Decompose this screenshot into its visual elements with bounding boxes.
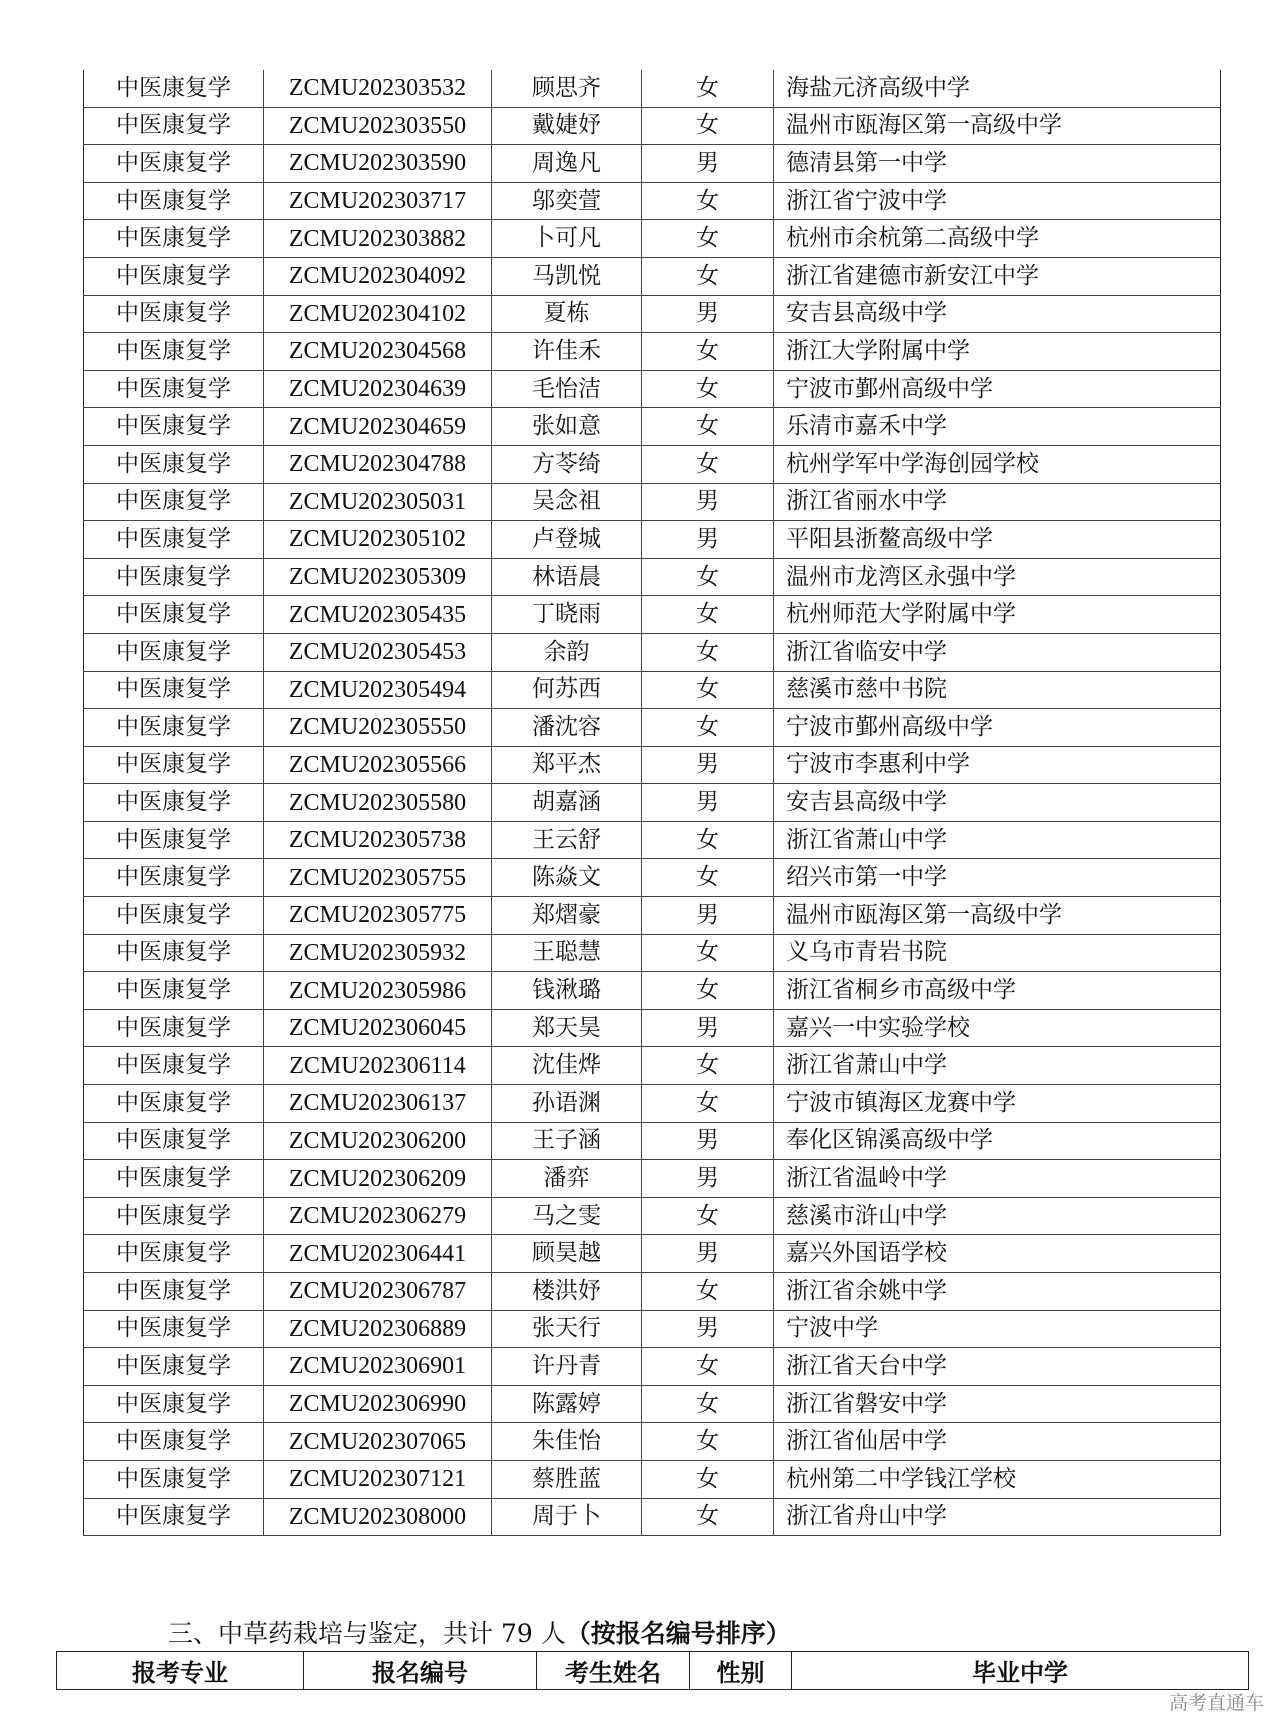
cell-student-name: 郑天昊: [492, 1009, 642, 1047]
cell-major: 中医康复学: [84, 1423, 264, 1461]
cell-school: 浙江省桐乡市高级中学: [774, 972, 1221, 1010]
cell-student-name: 丁晓雨: [492, 596, 642, 634]
table-row: [84, 1009, 1221, 1047]
cell-student-name: 王聪慧: [492, 934, 642, 972]
table-row: [84, 107, 1221, 145]
cell-major: 中医康复学: [84, 1460, 264, 1498]
cell-reg-number: ZCMU202305566: [264, 746, 492, 784]
cell-reg-number: ZCMU202305031: [264, 483, 492, 521]
table-row: [84, 1385, 1221, 1423]
cell-gender: 男: [642, 521, 774, 559]
cell-school: 宁波市李惠利中学: [774, 746, 1221, 784]
cell-major: 中医康复学: [84, 671, 264, 709]
cell-student-name: 王云舒: [492, 821, 642, 859]
table-row: [84, 408, 1221, 446]
table-row: [84, 333, 1221, 371]
cell-major: 中医康复学: [84, 107, 264, 145]
cell-major: 中医康复学: [84, 445, 264, 483]
cell-school: 嘉兴外国语学校: [774, 1235, 1221, 1273]
cell-major: 中医康复学: [84, 1273, 264, 1311]
cell-school: 嘉兴一中实验学校: [774, 1009, 1221, 1047]
cell-school: 浙江省仙居中学: [774, 1423, 1221, 1461]
cell-school: 杭州师范大学附属中学: [774, 596, 1221, 634]
cell-gender: 女: [642, 257, 774, 295]
table-row: [84, 934, 1221, 972]
table-row: [84, 859, 1221, 897]
cell-major: 中医康复学: [84, 257, 264, 295]
cell-student-name: 余韵: [492, 633, 642, 671]
cell-gender: 女: [642, 1423, 774, 1461]
cell-gender: 男: [642, 746, 774, 784]
cell-reg-number: ZCMU202306901: [264, 1348, 492, 1386]
section-sort-note: （按报名编号排序）: [565, 1619, 791, 1648]
cell-student-name: 周逸凡: [492, 145, 642, 183]
section-heading: [168, 1614, 791, 1650]
cell-gender: 女: [642, 1385, 774, 1423]
table-row: [84, 671, 1221, 709]
table-row: [84, 709, 1221, 747]
cell-student-name: 吴念祖: [492, 483, 642, 521]
section-title: 三、中草药栽培与鉴定，共计 79 人: [168, 1619, 566, 1648]
table-row: [84, 784, 1221, 822]
cell-school: 浙江省余姚中学: [774, 1273, 1221, 1311]
table-row: [84, 1348, 1221, 1386]
cell-school: 安吉县高级中学: [774, 784, 1221, 822]
cell-reg-number: ZCMU202305738: [264, 821, 492, 859]
cell-gender: 男: [642, 1160, 774, 1198]
cell-student-name: 胡嘉涵: [492, 784, 642, 822]
cell-school: 温州市瓯海区第一高级中学: [774, 107, 1221, 145]
cell-school: 乐清市嘉禾中学: [774, 408, 1221, 446]
table-row: [84, 1197, 1221, 1235]
cell-student-name: 顾昊越: [492, 1235, 642, 1273]
table-row: [84, 1273, 1221, 1311]
cell-student-name: 何苏西: [492, 671, 642, 709]
table-row: [84, 1235, 1221, 1273]
cell-gender: 男: [642, 1009, 774, 1047]
cell-major: 中医康复学: [84, 220, 264, 258]
cell-reg-number: ZCMU202304659: [264, 408, 492, 446]
table-row: [84, 558, 1221, 596]
cell-school: 德清县第一中学: [774, 145, 1221, 183]
cell-gender: 女: [642, 709, 774, 747]
cell-major: 中医康复学: [84, 1385, 264, 1423]
table-row: [84, 182, 1221, 220]
cell-gender: 男: [642, 295, 774, 333]
table-row: [84, 521, 1221, 559]
cell-school: 慈溪市浒山中学: [774, 1197, 1221, 1235]
cell-gender: 女: [642, 859, 774, 897]
cell-gender: 女: [642, 70, 774, 107]
table-row: [84, 633, 1221, 671]
cell-student-name: 卢登城: [492, 521, 642, 559]
cell-reg-number: ZCMU202305435: [264, 596, 492, 634]
table-row: [84, 1085, 1221, 1123]
cell-student-name: 孙语渊: [492, 1085, 642, 1123]
cell-reg-number: ZCMU202306787: [264, 1273, 492, 1311]
cell-reg-number: ZCMU202307121: [264, 1460, 492, 1498]
cell-gender: 女: [642, 370, 774, 408]
cell-school: 浙江省萧山中学: [774, 821, 1221, 859]
table-row: [84, 370, 1221, 408]
cell-gender: 女: [642, 671, 774, 709]
cell-major: 中医康复学: [84, 333, 264, 371]
cell-reg-number: ZCMU202306209: [264, 1160, 492, 1198]
cell-reg-number: ZCMU202306889: [264, 1310, 492, 1348]
table-row: [84, 972, 1221, 1010]
table-row: [84, 746, 1221, 784]
cell-reg-number: ZCMU202306114: [264, 1047, 492, 1085]
cell-student-name: 许丹青: [492, 1348, 642, 1386]
cell-student-name: 王子涵: [492, 1122, 642, 1160]
cell-reg-number: ZCMU202304092: [264, 257, 492, 295]
cell-reg-number: ZCMU202304639: [264, 370, 492, 408]
cell-major: 中医康复学: [84, 784, 264, 822]
cell-gender: 男: [642, 784, 774, 822]
cell-gender: 女: [642, 182, 774, 220]
cell-school: 慈溪市慈中书院: [774, 671, 1221, 709]
table-row: [84, 70, 1221, 107]
cell-major: 中医康复学: [84, 1197, 264, 1235]
cell-school: 宁波市鄞州高级中学: [774, 370, 1221, 408]
cell-school: 海盐元济高级中学: [774, 70, 1221, 107]
cell-school: 绍兴市第一中学: [774, 859, 1221, 897]
cell-school: 义乌市青岩书院: [774, 934, 1221, 972]
cell-major: 中医康复学: [84, 1348, 264, 1386]
cell-student-name: 钱湫璐: [492, 972, 642, 1010]
header-student-name: 考生姓名: [537, 1652, 690, 1690]
table-row: [84, 1047, 1221, 1085]
cell-major: 中医康复学: [84, 295, 264, 333]
cell-school: 宁波中学: [774, 1310, 1221, 1348]
table-row: [84, 1423, 1221, 1461]
cell-reg-number: ZCMU202306990: [264, 1385, 492, 1423]
cell-school: 宁波市镇海区龙赛中学: [774, 1085, 1221, 1123]
table-row: [84, 821, 1221, 859]
cell-gender: 女: [642, 972, 774, 1010]
cell-student-name: 戴婕妤: [492, 107, 642, 145]
table-row: [84, 1498, 1221, 1536]
cell-school: 浙江省丽水中学: [774, 483, 1221, 521]
table-row: [84, 596, 1221, 634]
cell-gender: 女: [642, 934, 774, 972]
cell-reg-number: ZCMU202308000: [264, 1498, 492, 1536]
cell-student-name: 陈焱文: [492, 859, 642, 897]
cell-gender: 女: [642, 408, 774, 446]
cell-student-name: 郑熠豪: [492, 897, 642, 935]
cell-school: 杭州市余杭第二高级中学: [774, 220, 1221, 258]
cell-major: 中医康复学: [84, 521, 264, 559]
cell-major: 中医康复学: [84, 897, 264, 935]
header-row: [57, 1652, 1249, 1690]
cell-school: 浙江省建德市新安江中学: [774, 257, 1221, 295]
cell-gender: 女: [642, 821, 774, 859]
cell-reg-number: ZCMU202303590: [264, 145, 492, 183]
cell-student-name: 朱佳怡: [492, 1423, 642, 1461]
table-row: [84, 257, 1221, 295]
cell-student-name: 沈佳烨: [492, 1047, 642, 1085]
watermark: 高考直通车: [1165, 1694, 1268, 1713]
cell-school: 杭州学军中学海创园学校: [774, 445, 1221, 483]
cell-reg-number: ZCMU202303882: [264, 220, 492, 258]
cell-student-name: 楼洪妤: [492, 1273, 642, 1311]
cell-student-name: 夏栋: [492, 295, 642, 333]
cell-student-name: 郑平杰: [492, 746, 642, 784]
cell-reg-number: ZCMU202305494: [264, 671, 492, 709]
cell-reg-number: ZCMU202304102: [264, 295, 492, 333]
table-row: [84, 897, 1221, 935]
cell-school: 安吉县高级中学: [774, 295, 1221, 333]
cell-major: 中医康复学: [84, 408, 264, 446]
header-school: 毕业中学: [792, 1652, 1249, 1690]
cell-gender: 女: [642, 1273, 774, 1311]
cell-student-name: 蔡胜蓝: [492, 1460, 642, 1498]
cell-major: 中医康复学: [84, 1160, 264, 1198]
table-row: [84, 1310, 1221, 1348]
cell-reg-number: ZCMU202306137: [264, 1085, 492, 1123]
cell-gender: 男: [642, 145, 774, 183]
cell-gender: 女: [642, 445, 774, 483]
header-gender: 性别: [690, 1652, 792, 1690]
cell-student-name: 邬奕萱: [492, 182, 642, 220]
cell-reg-number: ZCMU202305775: [264, 897, 492, 935]
cell-student-name: 马之雯: [492, 1197, 642, 1235]
cell-reg-number: ZCMU202307065: [264, 1423, 492, 1461]
cell-reg-number: ZCMU202305580: [264, 784, 492, 822]
cell-reg-number: ZCMU202305102: [264, 521, 492, 559]
cell-major: 中医康复学: [84, 972, 264, 1010]
table-row: [84, 145, 1221, 183]
header-major: 报考专业: [57, 1652, 304, 1690]
cell-reg-number: ZCMU202306441: [264, 1235, 492, 1273]
cell-student-name: 顾思齐: [492, 70, 642, 107]
cell-gender: 女: [642, 220, 774, 258]
student-list-table: [83, 70, 1221, 1536]
cell-school: 浙江省天台中学: [774, 1348, 1221, 1386]
header-reg-number: 报名编号: [304, 1652, 537, 1690]
cell-school: 平阳县浙鳌高级中学: [774, 521, 1221, 559]
cell-gender: 男: [642, 897, 774, 935]
cell-major: 中医康复学: [84, 596, 264, 634]
cell-reg-number: ZCMU202306279: [264, 1197, 492, 1235]
cell-school: 浙江大学附属中学: [774, 333, 1221, 371]
cell-gender: 女: [642, 1498, 774, 1536]
table-row: [84, 483, 1221, 521]
cell-major: 中医康复学: [84, 1009, 264, 1047]
cell-student-name: 潘弈: [492, 1160, 642, 1198]
cell-major: 中医康复学: [84, 1498, 264, 1536]
cell-gender: 女: [642, 333, 774, 371]
cell-major: 中医康复学: [84, 370, 264, 408]
cell-school: 宁波市鄞州高级中学: [774, 709, 1221, 747]
cell-reg-number: ZCMU202306200: [264, 1122, 492, 1160]
cell-reg-number: ZCMU202305986: [264, 972, 492, 1010]
cell-major: 中医康复学: [84, 1310, 264, 1348]
cell-reg-number: ZCMU202303717: [264, 182, 492, 220]
table-row: [84, 445, 1221, 483]
cell-reg-number: ZCMU202306045: [264, 1009, 492, 1047]
cell-major: 中医康复学: [84, 1235, 264, 1273]
cell-major: 中医康复学: [84, 558, 264, 596]
cell-major: 中医康复学: [84, 483, 264, 521]
cell-gender: 女: [642, 558, 774, 596]
cell-gender: 女: [642, 1047, 774, 1085]
cell-school: 杭州第二中学钱江学校: [774, 1460, 1221, 1498]
cell-school: 浙江省临安中学: [774, 633, 1221, 671]
cell-reg-number: ZCMU202303550: [264, 107, 492, 145]
cell-major: 中医康复学: [84, 145, 264, 183]
cell-student-name: 张如意: [492, 408, 642, 446]
cell-school: 浙江省宁波中学: [774, 182, 1221, 220]
cell-reg-number: ZCMU202305755: [264, 859, 492, 897]
cell-gender: 男: [642, 1235, 774, 1273]
cell-major: 中医康复学: [84, 746, 264, 784]
cell-student-name: 周于卜: [492, 1498, 642, 1536]
cell-major: 中医康复学: [84, 859, 264, 897]
student-list-body: [84, 70, 1221, 1536]
cell-student-name: 许佳禾: [492, 333, 642, 371]
cell-student-name: 毛怡洁: [492, 370, 642, 408]
cell-student-name: 卜可凡: [492, 220, 642, 258]
cell-gender: 女: [642, 1197, 774, 1235]
cell-gender: 女: [642, 107, 774, 145]
cell-school: 奉化区锦溪高级中学: [774, 1122, 1221, 1160]
cell-reg-number: ZCMU202304568: [264, 333, 492, 371]
cell-major: 中医康复学: [84, 934, 264, 972]
cell-major: 中医康复学: [84, 70, 264, 107]
cell-gender: 女: [642, 596, 774, 634]
cell-student-name: 马凯悦: [492, 257, 642, 295]
cell-school: 温州市龙湾区永强中学: [774, 558, 1221, 596]
cell-major: 中医康复学: [84, 709, 264, 747]
cell-school: 浙江省磐安中学: [774, 1385, 1221, 1423]
cell-student-name: 张天行: [492, 1310, 642, 1348]
cell-gender: 男: [642, 1122, 774, 1160]
cell-school: 温州市瓯海区第一高级中学: [774, 897, 1221, 935]
cell-gender: 男: [642, 483, 774, 521]
table-row: [84, 1160, 1221, 1198]
cell-major: 中医康复学: [84, 821, 264, 859]
cell-gender: 女: [642, 1348, 774, 1386]
cell-student-name: 方苓绮: [492, 445, 642, 483]
cell-major: 中医康复学: [84, 1122, 264, 1160]
cell-student-name: 林语晨: [492, 558, 642, 596]
cell-student-name: 陈露婷: [492, 1385, 642, 1423]
cell-gender: 男: [642, 1310, 774, 1348]
cell-reg-number: ZCMU202305453: [264, 633, 492, 671]
cell-major: 中医康复学: [84, 1085, 264, 1123]
table-row: [84, 295, 1221, 333]
cell-school: 浙江省温岭中学: [774, 1160, 1221, 1198]
cell-reg-number: ZCMU202303532: [264, 70, 492, 107]
cell-school: 浙江省舟山中学: [774, 1498, 1221, 1536]
table-row: [84, 1122, 1221, 1160]
cell-reg-number: ZCMU202304788: [264, 445, 492, 483]
cell-major: 中医康复学: [84, 1047, 264, 1085]
cell-school: 浙江省萧山中学: [774, 1047, 1221, 1085]
cell-gender: 女: [642, 1460, 774, 1498]
cell-reg-number: ZCMU202305550: [264, 709, 492, 747]
cell-gender: 女: [642, 1085, 774, 1123]
table-row: [84, 220, 1221, 258]
cell-gender: 女: [642, 633, 774, 671]
cell-reg-number: ZCMU202305932: [264, 934, 492, 972]
cell-student-name: 潘沈容: [492, 709, 642, 747]
cell-reg-number: ZCMU202305309: [264, 558, 492, 596]
section-table-header: [56, 1651, 1249, 1690]
table-row: [84, 1460, 1221, 1498]
cell-major: 中医康复学: [84, 633, 264, 671]
cell-major: 中医康复学: [84, 182, 264, 220]
